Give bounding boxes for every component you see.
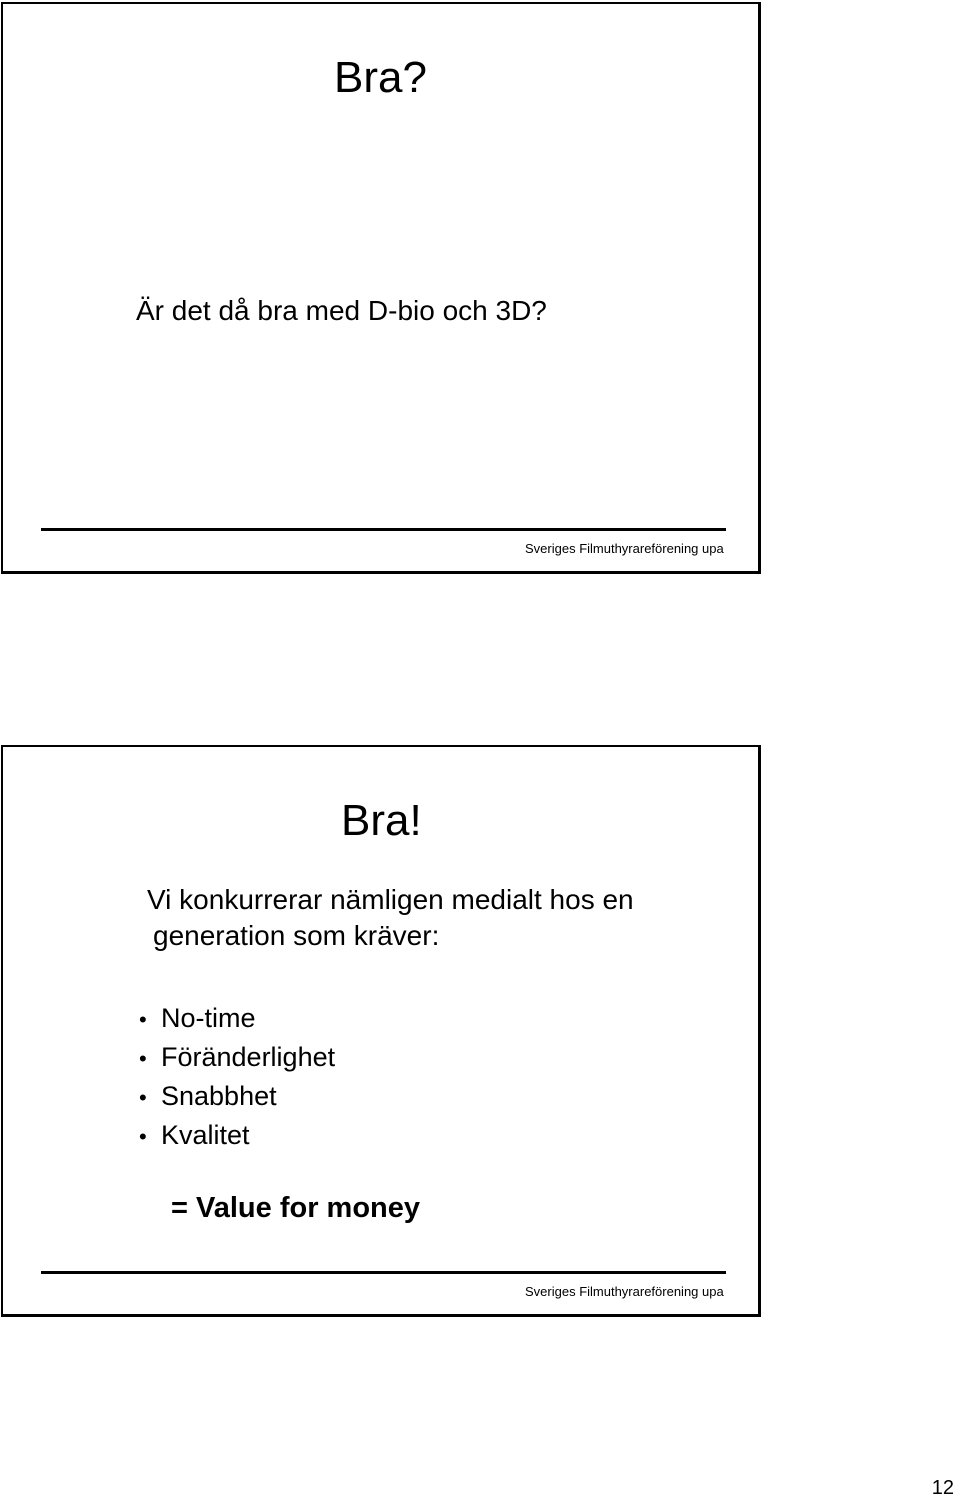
footer-rule [41,1271,726,1274]
bullet-icon: • [139,1007,147,1032]
slide-footer: Sveriges Filmuthyrareförening upa [525,1284,724,1299]
bullet-icon: • [139,1124,147,1149]
conclusion-text: = Value for money [171,1192,421,1224]
list-item [139,1116,335,1155]
slide-title: Bra? [334,53,427,102]
bullet-text: Kvalitet [161,1120,250,1150]
bullet-icon: • [139,1085,147,1110]
bullet-text: Snabbhet [161,1081,277,1111]
list-item [139,1077,335,1116]
bullet-icon: • [139,1046,147,1071]
bullet-text: No-time [161,1003,256,1033]
slide-1 [1,2,761,574]
list-item [139,1038,335,1077]
intro-line-1: Vi konkurrerar nämligen medialt hos en [147,884,634,915]
intro-line-2: generation som kräver: [153,920,440,951]
bullet-list [139,999,335,1155]
slide-question: Är det då bra med D-bio och 3D? [136,295,547,326]
slide-footer: Sveriges Filmuthyrareförening upa [525,541,724,556]
page-number: 12 [931,1477,954,1499]
slide-2 [1,745,761,1317]
slide-title: Bra! [341,796,422,845]
footer-rule [41,528,726,531]
list-item [139,999,335,1038]
bullet-text: Föränderlighet [161,1042,336,1072]
